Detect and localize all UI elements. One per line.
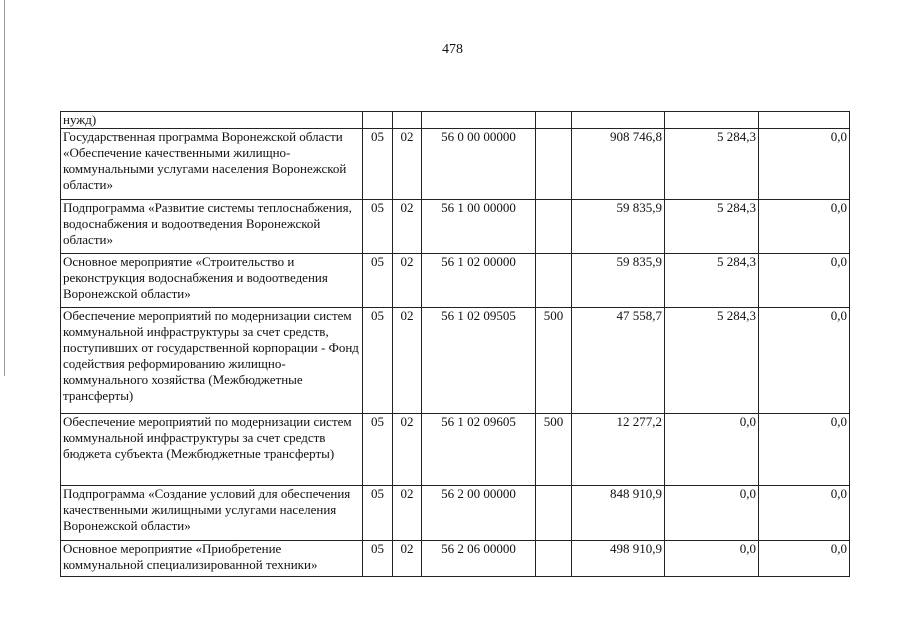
- sum-2-cell: 5 284,3: [665, 308, 759, 414]
- row-name-cell: Основное мероприятие «Строительство и реконструкция водоснабжения и водоотведения Воронежской области»: [61, 254, 363, 308]
- sum-2-cell: 5 284,3: [665, 254, 759, 308]
- csr-cell: 56 2 06 00000: [422, 541, 536, 577]
- sum-3-cell: 0,0: [759, 200, 850, 254]
- pr-cell: 02: [393, 129, 422, 200]
- csr-cell: 56 1 02 09605: [422, 414, 536, 486]
- row-name-cell: Подпрограмма «Развитие системы теплоснабжения, водоснабжения и водоотведения Воронежской области»: [61, 200, 363, 254]
- page-number: 478: [442, 42, 463, 57]
- sum-1-cell: 498 910,9: [572, 541, 665, 577]
- rz-cell: 05: [363, 541, 393, 577]
- sum-1-cell: [572, 112, 665, 129]
- row-name-cell: Государственная программа Воронежской области «Обеспечение качественными жилищно-коммунальными услугами населения Воронежской области»: [61, 129, 363, 200]
- budget-table: [60, 111, 850, 577]
- sum-1-cell: 908 746,8: [572, 129, 665, 200]
- csr-cell: 56 1 02 00000: [422, 254, 536, 308]
- table-row: [61, 254, 850, 308]
- sum-1-cell: 12 277,2: [572, 414, 665, 486]
- row-name-cell: Обеспечение мероприятий по модернизации систем коммунальной инфраструктуры за счет средств, поступивших от государственной корпорации - Фонд содействия реформированию жилищно-коммунального хозяйства (Межбюджетные трансферты): [61, 308, 363, 414]
- sum-1-cell: 47 558,7: [572, 308, 665, 414]
- csr-cell: 56 0 00 00000: [422, 129, 536, 200]
- vr-cell: [536, 254, 572, 308]
- sum-2-cell: 5 284,3: [665, 129, 759, 200]
- row-name-cell: Основное мероприятие «Приобретение коммунальной специализированной техники»: [61, 541, 363, 577]
- table-row: [61, 486, 850, 541]
- pr-cell: 02: [393, 200, 422, 254]
- sum-2-cell: [665, 112, 759, 129]
- vr-cell: [536, 486, 572, 541]
- sum-2-cell: 0,0: [665, 486, 759, 541]
- pr-cell: 02: [393, 414, 422, 486]
- sum-3-cell: 0,0: [759, 254, 850, 308]
- sum-2-cell: 0,0: [665, 414, 759, 486]
- pr-cell: 02: [393, 486, 422, 541]
- rz-cell: 05: [363, 486, 393, 541]
- pr-cell: 02: [393, 254, 422, 308]
- vr-cell: 500: [536, 414, 572, 486]
- pr-cell: [393, 112, 422, 129]
- row-name-cell: Подпрограмма «Создание условий для обеспечения качественными жилищными услугами населения Воронежской области»: [61, 486, 363, 541]
- rz-cell: 05: [363, 129, 393, 200]
- pr-cell: 02: [393, 308, 422, 414]
- csr-cell: 56 2 00 00000: [422, 486, 536, 541]
- csr-cell: [422, 112, 536, 129]
- vr-cell: 500: [536, 308, 572, 414]
- rz-cell: 05: [363, 414, 393, 486]
- sum-3-cell: 0,0: [759, 541, 850, 577]
- table-row: [61, 308, 850, 414]
- sum-3-cell: [759, 112, 850, 129]
- table-row: [61, 129, 850, 200]
- table-row: [61, 200, 850, 254]
- csr-cell: 56 1 02 09505: [422, 308, 536, 414]
- row-name-cell: Обеспечение мероприятий по модернизации систем коммунальной инфраструктуры за счет средств бюджета субъекта (Межбюджетные трансферты): [61, 414, 363, 486]
- sum-3-cell: 0,0: [759, 414, 850, 486]
- rz-cell: 05: [363, 308, 393, 414]
- rz-cell: [363, 112, 393, 129]
- sum-2-cell: 0,0: [665, 541, 759, 577]
- rz-cell: 05: [363, 254, 393, 308]
- budget-table-body: [61, 112, 850, 577]
- rz-cell: 05: [363, 200, 393, 254]
- sum-3-cell: 0,0: [759, 129, 850, 200]
- vr-cell: [536, 541, 572, 577]
- csr-cell: 56 1 00 00000: [422, 200, 536, 254]
- row-name-cell: нужд): [61, 112, 363, 129]
- table-row: [61, 414, 850, 486]
- sum-2-cell: 5 284,3: [665, 200, 759, 254]
- sum-3-cell: 0,0: [759, 308, 850, 414]
- sum-1-cell: 59 835,9: [572, 254, 665, 308]
- vr-cell: [536, 112, 572, 129]
- vr-cell: [536, 200, 572, 254]
- table-row: [61, 112, 850, 129]
- table-row: [61, 541, 850, 577]
- sum-1-cell: 59 835,9: [572, 200, 665, 254]
- vr-cell: [536, 129, 572, 200]
- pr-cell: 02: [393, 541, 422, 577]
- sum-1-cell: 848 910,9: [572, 486, 665, 541]
- sum-3-cell: 0,0: [759, 486, 850, 541]
